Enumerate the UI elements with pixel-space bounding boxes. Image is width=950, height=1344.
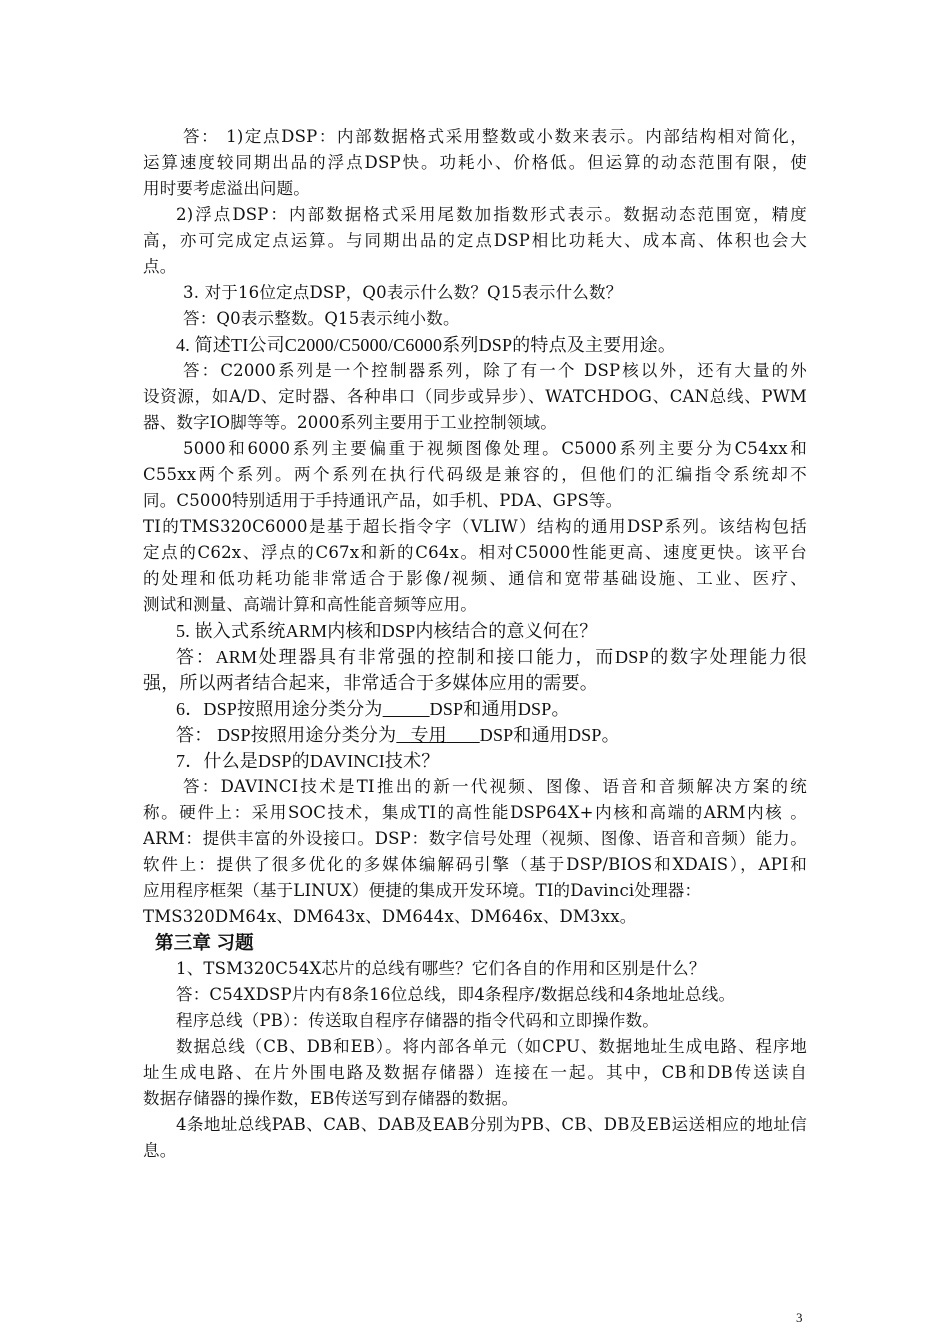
answer-5: 答：ARM处理器具有非常强的控制和接口能力，而DSP的数字处理能力很: [176, 647, 807, 667]
text-line: 软件上：提供了很多优化的多媒体编解码引擎（基于DSP/BIOS和XDAIS），API和: [143, 855, 807, 874]
text-line: 答：C54XDSP片内有8条16位总线，即4条程序/数据总线和4条地址总线。: [176, 985, 736, 1004]
answer-6-text-end: DSP和通用DSP。: [479, 725, 620, 745]
text-line: 程序总线（PB）：传送取自程序存储器的指令代码和立即操作数。: [176, 1011, 659, 1030]
answer-6: [143, 722, 807, 748]
question-5: 5. 嵌入式系统ARM内核和DSP内核结合的意义何在？: [176, 621, 598, 641]
text-line: 5000和6000系列主要偏重于视频图像处理。C5000系列主要分为C54xx和: [183, 439, 807, 458]
text-line: 同。C5000特别适用于手持通讯产品，如手机、PDA、GPS等。: [143, 491, 623, 510]
text-line: C55xx两个系列。两个系列在执行代码级是兼容的，但他们的汇编指令系统却不: [143, 465, 807, 484]
fill-blank: [383, 699, 430, 719]
text-line: ARM：提供丰富的外设接口。DSP：数字信号处理（视频、图像、语音和音频）能力。: [143, 829, 807, 848]
text-line: 测试和测量、高端计算和高性能音频等应用。: [143, 595, 477, 614]
text-line: 应用程序框架（基于LINUX）便捷的集成开发环境。TI的Davinci处理器：: [143, 881, 702, 900]
text-line: TI的TMS320C6000是基于超长指令字（VLIW）结构的通用DSP系列。该结构包括: [143, 517, 807, 536]
text-line: 的处理和低功耗功能非常适合于影像/视频、通信和宽带基础设施、工业、医疗、: [143, 569, 807, 588]
text-line: 器、数字IO脚等等。2000系列主要用于工业控制领域。: [143, 413, 557, 432]
text-line: 数据存储器的操作数，EB传送写到存储器的数据。: [143, 1089, 519, 1108]
text-line: 运算速度较同期出品的浮点DSP快。功耗小、价格低。但运算的动态范围有限，使: [143, 153, 807, 172]
text-line: 称。硬件上：采用SOC技术，集成TI的高性能DSP64X+内核和高端的ARM内核 。: [143, 803, 807, 822]
text-line: 2)浮点DSP：内部数据格式采用尾数加指数形式表示。数据动态范围宽，精度: [176, 205, 807, 224]
blank-answer: 专用: [410, 725, 447, 745]
text-line: 4条地址总线PAB、CAB、DAB及EAB分别为PB、CB、DB及EB运送相应的地址信: [176, 1115, 807, 1134]
question-7: 7．什么是DSP的DAVINCI技术？: [176, 751, 440, 771]
chapter-heading: 第三章 习题: [155, 932, 254, 953]
document-body: [143, 124, 807, 1164]
text-line: 答： 1)定点DSP：内部数据格式采用整数或小数来表示。内部结构相对简化，: [183, 127, 807, 146]
answer-blank: [396, 725, 479, 745]
answer-3: 答：Q0表示整数。Q15表示纯小数。: [183, 309, 460, 328]
question-6: [143, 696, 807, 722]
question-1: 1、TSM320C54X芯片的总线有哪些？它们各自的作用和区别是什么？: [176, 959, 706, 978]
text-line: 高，亦可完成定点运算。与同期出品的定点DSP相比功耗大、成本高、体积也会大: [143, 231, 807, 250]
question-6-text: 6．DSP按照用途分类分为: [176, 699, 383, 719]
text-line: 答：DAVINCI技术是TI推出的新一代视频、图像、语音和音频解决方案的统: [183, 777, 807, 796]
question-6-text-end: DSP和通用DSP。: [429, 699, 570, 719]
text-line: 强，所以两者结合起来，非常适合于多媒体应用的需要。: [143, 673, 598, 693]
text-line: 址生成电路、在片外围电路及数据存储器）连接在一起。其中，CB和DB传送读自: [143, 1063, 807, 1082]
page-number: 3: [796, 1310, 803, 1325]
answer-6-text: 答： DSP按照用途分类分为: [176, 725, 397, 745]
text-line: 数据总线（CB、DB和EB）。将内部各单元（如CPU、数据地址生成电路、程序地: [176, 1037, 807, 1056]
text-line: 答：C2000系列是一个控制器系列，除了有一个 DSP核以外，还有大量的外: [183, 361, 807, 380]
question-3: 3. 对于16位定点DSP，Q0表示什么数？Q15表示什么数？: [183, 283, 623, 302]
text-line: 点。: [143, 257, 177, 276]
text-line: 定点的C62x、浮点的C67x和新的C64x。相对C5000性能更高、速度更快。该平台: [143, 543, 807, 562]
text-line: TMS320DM64x、DM643x、DM644x、DM646x、DM3xx。: [143, 907, 637, 926]
text-line: 息。: [143, 1141, 177, 1160]
text-line: 设资源，如A/D、定时器、各种串口（同步或异步）、WATCHDOG、CAN总线、PWM: [143, 387, 807, 406]
question-4: 4. 简述TI公司C2000/C5000/C6000系列DSP的特点及主要用途。: [176, 335, 677, 355]
text-line: 用时要考虑溢出问题。: [143, 179, 310, 198]
